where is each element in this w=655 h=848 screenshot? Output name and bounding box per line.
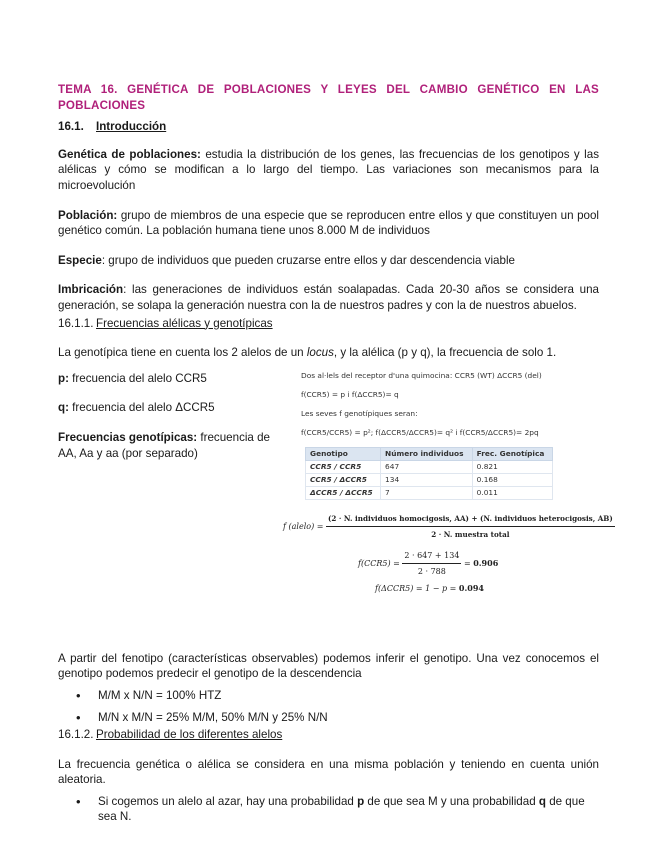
figure-line: Les seves f genotípiques seran: [301,408,418,418]
formula-allele-frequency [283,511,615,543]
section-label: Introducción [96,120,167,134]
table-header-row [306,447,553,460]
item-text: frecuencia de AA, Aa y aa (por separado) [58,430,271,460]
table-row [306,460,553,473]
subsection-label: Probabilidad de los diferentes alelos [96,728,283,742]
definition-text: estudia la distribución de los genes, las frecuencias de los genotipos y las alélicas y cómo se modifican a lo largo del tiempo. Las variaciones son mecanismos para la microevolución [58,147,599,192]
formula-lhs: f (alelo) = [283,521,324,531]
formula-delta-ccr5 [375,581,484,597]
table-header: Número individuos [381,447,473,460]
fenotipo-paragraph: A partir del fenotipo (características observables) podemos inferir el genotipo. Una vez conocemos el genotipo podemos predecir el genotipo de la descendencia [58,651,599,681]
definition-genetica [58,147,599,194]
formula-text: f(ΔCCR5) = 1 − p = [375,583,459,593]
intro-italic: locus [306,346,334,360]
embedded-figure [301,371,601,500]
subsection-number: 16.1.1. [58,316,94,330]
table-cell: 0.168 [472,473,552,486]
formula-fraction [402,548,461,580]
item-text: frecuencia del alelo CCR5 [68,371,207,385]
subsection-heading-2 [58,727,599,743]
item-term: q: [58,401,69,415]
formula-denominator: 2 · N. muestra total [431,530,510,540]
bullet-list-1 [58,688,599,725]
table-header: Frec. Genotípica [472,447,552,460]
item-text: frecuencia del alelo ΔCCR5 [68,401,215,415]
text: Si cogemos un alelo al azar, hay una probabilidad [98,794,358,808]
item-p [58,371,280,387]
definition-text: : las generaciones de individuos están soalapadas. Cada 20-30 años se considera una generación, se solapa la generación nuestra con la de nuestros padres y con la de nuestros abuelos. [58,283,599,312]
table-cell: 134 [381,473,473,486]
table-header: Genotipo [306,447,381,460]
formula-fraction [326,511,615,543]
formula-lhs: f(CCR5) = [358,558,400,568]
intro-text-end: , y la alélica (p y q), la frecuencia de solo 1. [333,346,557,360]
definition-term: Especie [58,253,102,267]
list-item: • M/M x N/N = 100% HTZ [98,688,599,704]
figure-line: Dos al·lels del receptor d'una quimocina: CCR5 (WT) ΔCCR5 (del) [301,370,542,380]
subsection-label: Frecuencias alélicas y genotípicas [96,316,273,330]
table-cell: CCR5 / CCR5 [306,460,381,473]
intro-text: La genotípica tiene en cuenta los 2 alelos de un [58,346,307,360]
table-row [306,486,553,499]
subsection-number: 16.1.2. [58,728,94,742]
figure-line: f(CCR5) = p i f(ΔCCR5)= q [301,389,399,399]
symbol-q: q [538,794,546,808]
text: de que sea N. [98,794,585,824]
item-q [58,400,280,416]
item-genotipicas [58,430,280,461]
table-cell: 0.011 [472,486,552,499]
formula-denominator: 2 · 788 [417,567,446,577]
item-term: Frecuencias genotípicas: [58,430,198,444]
section-heading [58,119,599,135]
page-title: TEMA 16. GENÉTICA DE POBLACIONES Y LEYES DEL CAMBIO GENÉTICO EN LAS POBLACIONES [58,83,599,112]
figure-line: f(CCR5/CCR5) = p²; f(ΔCCR5/ΔCCR5)= q² i f(CCR5/ΔCCR5)= 2pq [301,427,539,437]
formula-result: 0.094 [458,582,484,593]
formula-result: 0.906 [473,557,499,568]
bullet-list-2 [58,794,599,825]
text: de que sea M y una probabilidad [364,794,539,808]
definition-term: Genética de poblaciones: [58,147,201,161]
list-item [98,794,599,825]
formula-numerator: (2 · N. individuos homocigosis, AA) + (N. individuos heterocigosis, AB) [326,511,615,528]
definition-imbricacion [58,282,599,313]
definition-text: : grupo de individuos que pueden cruzarse entre ellos y dar descendencia viable [101,253,515,267]
formula-ccr5: f(CCR5) = $\frac{2 \cdot 647 + 134}{2 \cdot 788}$ = 0.906 [358,548,498,580]
item-term: p: [58,371,69,385]
definition-text: grupo de miembros de una especie que se reproducen entre ellos y que constituyen un pool genético común. La población humana tiene unos 8.000 M de individuos [58,208,599,238]
genotipica-intro [58,345,599,361]
left-column [58,371,280,475]
formula-numerator: 2 · 647 + 134 [402,548,461,565]
genotype-table [305,447,553,500]
definition-especie [58,253,599,269]
table-cell: 0.821 [472,460,552,473]
symbol-p: p [357,794,365,808]
subsection-heading-1 [58,316,599,332]
list-item: • M/N x M/N = 25% M/M, 50% M/N y 25% N/N [98,710,599,726]
section-number: 16.1. [58,120,84,134]
table-cell: CCR5 / ΔCCR5 [306,473,381,486]
two-column-block [58,370,613,611]
definition-poblacion [58,208,599,239]
table-cell: ΔCCR5 / ΔCCR5 [306,486,381,499]
table-row [306,473,553,486]
table-cell: 647 [381,460,473,473]
definition-term: Imbricación [58,283,124,297]
document-page [58,82,613,831]
table-cell: 7 [381,486,473,499]
definition-term: Población: [58,208,118,222]
probabilidad-paragraph: La frecuencia genética o alélica se considera en una misma población y teniendo en cuenta unión aleatoria. [58,757,599,787]
